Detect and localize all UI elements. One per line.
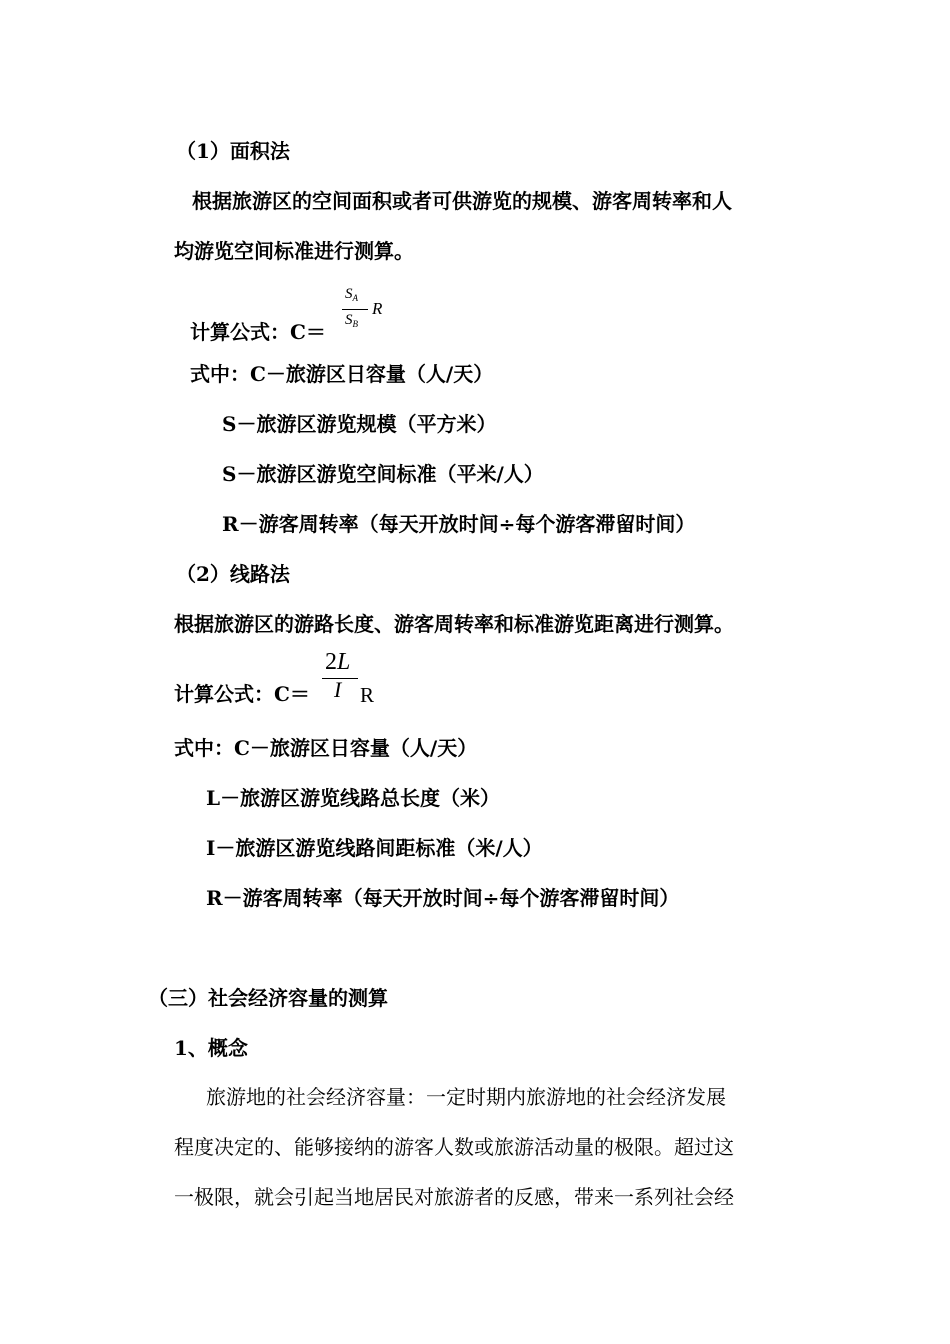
route-method-desc-line1: 根据旅游区的游路长度、游客周转率和标准游览距离进行测算。	[174, 612, 734, 636]
area-method-desc-line1: 根据旅游区的空间面积或者可供游览的规模、游客周转率和人	[192, 189, 732, 213]
route-definition: R－游客周转率（每天开放时间÷每个游客滞留时间）	[206, 886, 680, 910]
area-definition: R－游客周转率（每天开放时间÷每个游客滞留时间）	[222, 512, 696, 536]
route-formula-denominator: I	[334, 677, 342, 702]
area-formula-numerator: $S_A$	[345, 286, 358, 303]
route-definition: I－旅游区游览线路间距标准（米/人）	[206, 836, 543, 860]
area-formula-denominator: $S_B$	[345, 312, 358, 329]
concept-subheading: 1、概念	[174, 1036, 248, 1060]
route-method-heading: （2）线路法	[176, 562, 290, 586]
socio-economic-heading: （三）社会经济容量的测算	[148, 986, 388, 1010]
area-method-desc-line2: 均游览空间标准进行测算。	[174, 239, 414, 263]
route-formula-factor: R	[360, 683, 375, 707]
route-formula-label: 计算公式：C＝	[174, 682, 310, 706]
route-formula-fraction	[322, 648, 382, 708]
area-formula-label: 计算公式：C＝	[190, 320, 326, 344]
concept-paragraph-line: 一极限，就会引起当地居民对旅游者的反感，带来一系列社会经	[174, 1185, 734, 1209]
route-definition: L－旅游区游览线路总长度（米）	[206, 786, 501, 810]
concept-paragraph-line: 程度决定的、能够接纳的游客人数或旅游活动量的极限。超过这	[174, 1135, 734, 1159]
area-where-label: 式中：C－旅游区日容量（人/天）	[190, 362, 494, 386]
area-formula-factor: R	[372, 299, 383, 318]
area-method-heading: （1）面积法	[176, 139, 290, 163]
route-where-label: 式中：C－旅游区日容量（人/天）	[174, 736, 478, 760]
area-definition: S－旅游区游览空间标准（平米/人）	[222, 462, 544, 486]
route-formula-numerator: 2L	[325, 649, 351, 675]
area-definition: S－旅游区游览规模（平方米）	[222, 412, 497, 436]
area-formula-fraction	[342, 286, 392, 336]
area-formula-fraction-bar	[342, 309, 368, 310]
concept-paragraph-line: 旅游地的社会经济容量：一定时期内旅游地的社会经济发展	[206, 1085, 726, 1109]
